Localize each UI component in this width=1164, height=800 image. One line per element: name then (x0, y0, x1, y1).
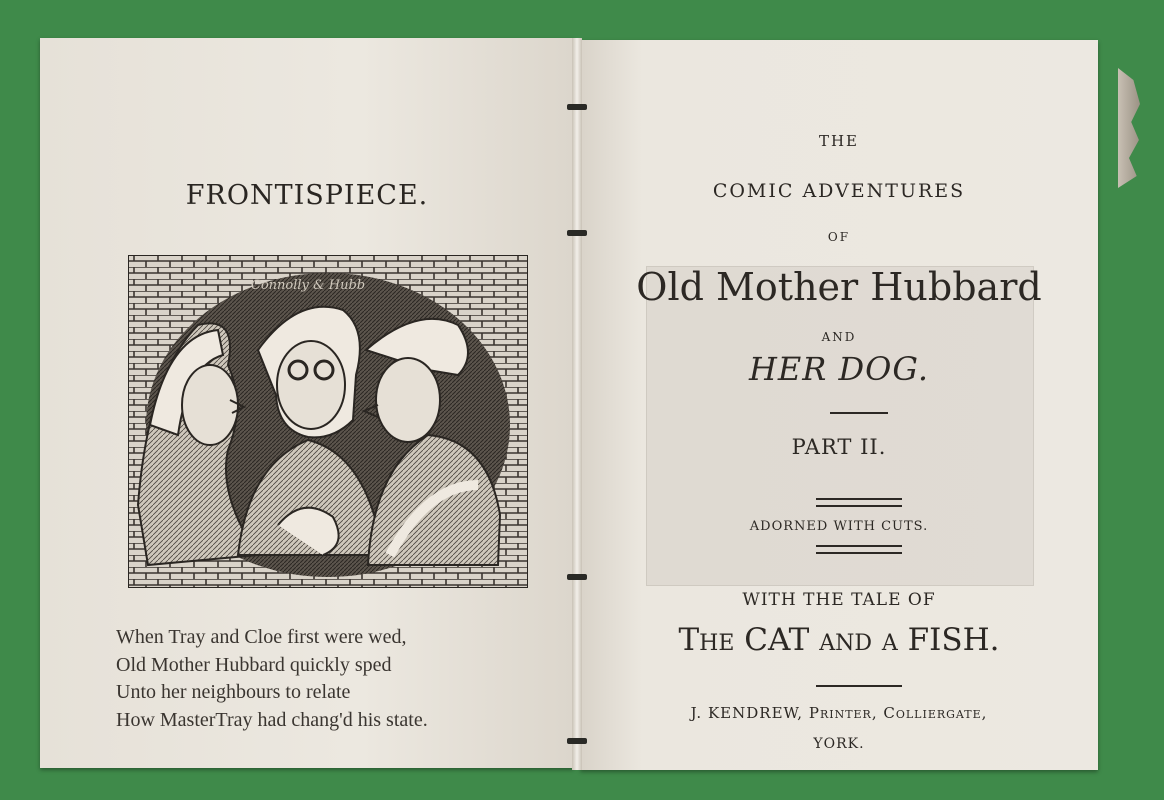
divider-rule (830, 412, 888, 414)
divider-rule (816, 498, 902, 500)
title-part: PART II. (791, 435, 887, 459)
torn-page-edge (1118, 68, 1140, 188)
binding-stitch (567, 738, 587, 744)
verse-line: Unto her neighbours to relate (116, 681, 351, 703)
with-the-tale-of: WITH THE TALE OF (742, 590, 936, 610)
open-book (40, 38, 1118, 768)
binding-stitch (567, 230, 587, 236)
printer-line: J. KENDREW, Printer, Colliergate, (690, 704, 988, 722)
cat-and-fish-title: The CAT and a FISH. (678, 622, 1000, 658)
binding-stitch (567, 104, 587, 110)
title-comic-adventures: COMIC ADVENTURES (712, 180, 966, 202)
woodcut-caption: Connolly & Hubb (250, 278, 366, 293)
verse-line: Old Mother Hubbard quickly sped (116, 653, 392, 676)
divider-rule (816, 505, 902, 507)
divider-rule (816, 552, 902, 554)
title-her-dog: HER DOG. (748, 350, 929, 388)
left-page (40, 38, 574, 768)
title-page (580, 40, 1098, 770)
binding-stitch (567, 574, 587, 580)
adorned-with-cuts: ADORNED WITH CUTS. (749, 519, 929, 534)
title-and: AND (821, 330, 857, 344)
frontispiece-verse (116, 624, 556, 734)
verse-line: How MasterTray had chang'd his state. (116, 708, 428, 731)
show-through-shadow (646, 266, 1034, 586)
title-of: OF (827, 230, 851, 244)
woodcut-illustration (128, 255, 528, 588)
verse-line: When Tray and Cloe first were wed, (116, 626, 407, 648)
book-gutter (572, 38, 582, 770)
divider-rule (816, 685, 902, 687)
frontispiece-heading: FRONTISPIECE. (185, 180, 429, 211)
title-the: THE (818, 132, 860, 150)
title-old-mother-hubbard: Old Mother Hubbard (636, 265, 1042, 309)
printer-city: YORK. (813, 736, 865, 752)
divider-rule (816, 545, 902, 547)
